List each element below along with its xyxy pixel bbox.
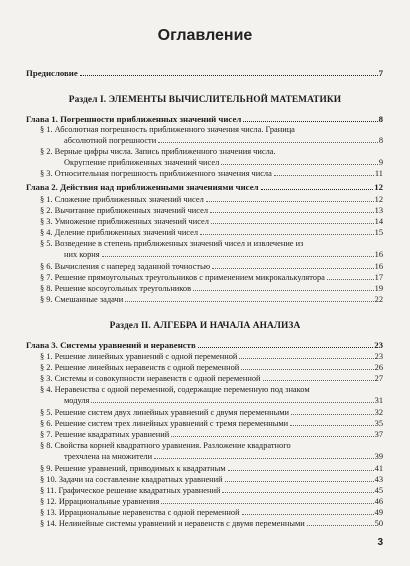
- toc-item[interactable]: § 8. Решение косоугольных треугольников 19: [40, 284, 383, 293]
- toc-item[interactable]: § 2. Решение линейных неравенств с одной переменной 26: [40, 363, 383, 372]
- toc-item[interactable]: § 10. Задачи на составление квадратных уравнений 43: [40, 475, 383, 484]
- toc-page: 7: [378, 68, 383, 78]
- toc-item[interactable]: § 1. Абсолютная погрешность приближенного значения числа. Граница: [40, 125, 295, 134]
- page-number: 3: [377, 537, 383, 548]
- toc-item[interactable]: § 4. Неравенства с одной переменной, содержащие переменную под знаком: [40, 385, 310, 394]
- toc-item[interactable]: § 5. Возведение в степень приближенных значений чисел и извлечение из: [40, 239, 304, 248]
- toc-item[interactable]: § 8. Свойства корней квадратного уравнения. Разложение квадратного: [40, 441, 291, 450]
- toc-chapter-2[interactable]: Глава 2. Действия над приближенными значениями чисел 12: [26, 182, 383, 192]
- toc-item[interactable]: § 12. Иррациональные уравнения 46: [40, 497, 383, 506]
- toc-item[interactable]: § 11. Графическое решение квадратных уравнений 45: [40, 486, 383, 495]
- toc-item[interactable]: § 2. Верные цифры числа. Запись приближенного значения числа.: [40, 147, 276, 156]
- toc-item-cont[interactable]: абсолютной погрешности 8: [64, 136, 383, 145]
- toc-chapter-1[interactable]: Глава 1. Погрешности приближенных значений чисел 8: [26, 114, 383, 124]
- section-heading-part-2: Раздел II. АЛГЕБРА И НАЧАЛА АНАЛИЗА: [109, 321, 301, 331]
- toc-label: Предисловие: [26, 68, 78, 78]
- toc-item[interactable]: § 3. Относительная погрешность приближенного значения числа 11: [40, 169, 383, 178]
- toc-item-cont[interactable]: модуля 31: [64, 396, 383, 405]
- toc-item-cont[interactable]: трехчлена на множители 39: [64, 452, 383, 461]
- page-title: Оглавление: [157, 27, 253, 44]
- toc-item[interactable]: § 9. Решение уравнений, приводимых к квадратным 41: [40, 464, 383, 473]
- toc-item[interactable]: § 3. Системы и совокупности неравенств с одной переменной 27: [40, 374, 383, 383]
- toc-item[interactable]: § 7. Решение квадратных уравнений 37: [40, 430, 383, 439]
- toc-preface[interactable]: [0, 67, 410, 79]
- toc-item[interactable]: § 6. Решение систем трех линейных уравнений с тремя переменными 35: [40, 419, 383, 428]
- toc-item[interactable]: § 1. Сложение приближенных значений чисел 12: [40, 195, 383, 204]
- toc-item[interactable]: § 1. Решение линейных уравнений с одной переменной 23: [40, 352, 383, 361]
- toc-item-cont[interactable]: них корня 16: [64, 250, 383, 259]
- toc-item[interactable]: § 14. Нелинейные системы уравнений и неравенств с двумя переменными 50: [40, 519, 383, 528]
- toc-item[interactable]: § 13. Иррациональные неравенства с одной переменной 49: [40, 508, 383, 517]
- toc-item[interactable]: § 4. Деление приближенных значений чисел 15: [40, 228, 383, 237]
- toc-chapter-3[interactable]: Глава 3. Системы уравнений и неравенств 23: [26, 340, 383, 350]
- toc-item[interactable]: § 3. Умножение приближенных значений чисел 14: [40, 217, 383, 226]
- toc-item[interactable]: § 9. Смешанные задачи 22: [40, 295, 383, 304]
- toc-item[interactable]: § 2. Вычитание приближенных значений чисел 13: [40, 206, 383, 215]
- toc-item-cont[interactable]: Округление приближенных значений чисел 9: [64, 158, 383, 167]
- toc-item[interactable]: § 7. Решение прямоугольных треугольников с применением микрокалькулятора 17: [40, 273, 383, 282]
- toc-item[interactable]: § 6. Вычисления с наперед заданной точностью 16: [40, 262, 383, 271]
- section-heading-part-1: Раздел I. ЭЛЕМЕНТЫ ВЫЧИСЛИТЕЛЬНОЙ МАТЕМАТИКИ: [68, 95, 342, 105]
- toc-item[interactable]: § 5. Решение систем двух линейных уравнений с двумя переменными 32: [40, 408, 383, 417]
